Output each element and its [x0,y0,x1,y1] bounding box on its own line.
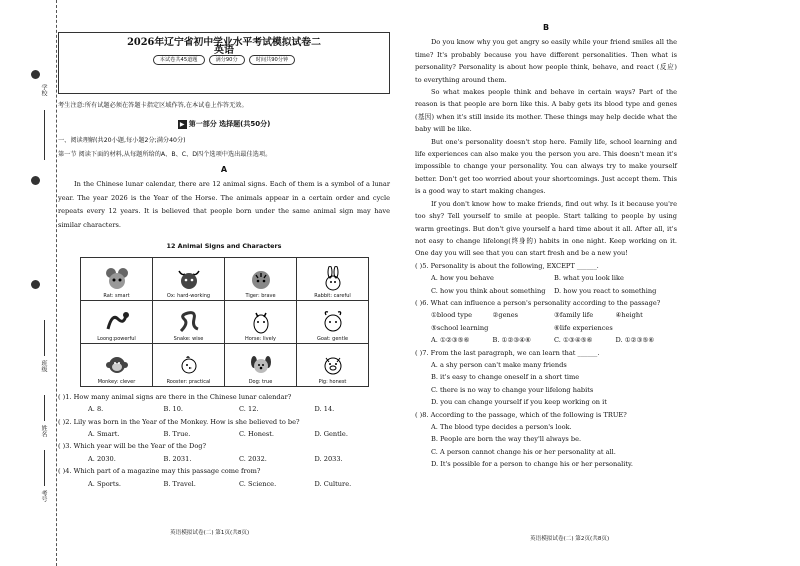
question-text: ( )2. Lily was born in the Year of the Monkey. How is she believed to be? [58,417,300,426]
passage-a-label: A [220,164,228,174]
page-footer-left: 英语模拟试卷(二) 第1页(共8页) [170,530,250,536]
passage-a-text: In the Chinese lunar calendar, there are 12 animal signs. Each of them is a symbol of a lunar year. The year 2026 is the Year of the Horse. The animals appear in a certain order and cycle repeats every 12 years. It is believed that people born under the same animal sign may have similar characters. [58,180,390,229]
item: ⑤school learning [431,323,489,332]
animal-label: Pig: honest [318,378,347,385]
left-page [58,18,390,490]
question-3 [58,440,390,465]
binding-strip [0,0,57,566]
animal-label: Rabbit: careful [314,292,351,299]
exam-title: 2026年辽宁省初中学业水平考试模拟试卷二 [127,37,321,48]
binding-hole [31,280,40,289]
animal-label: Rooster: practical [166,378,211,385]
option: A. Smart. [88,430,120,439]
option: D. It's possible for a person to change his or her personality. [431,460,633,469]
option: B. ①②③④⑥ [492,336,532,345]
option: B. People are born the way they'll always be. [431,435,582,444]
animal-cell [225,257,297,300]
option: D. how you react to something [554,286,657,295]
animal-cell [81,343,153,386]
fill-line [44,320,45,356]
question-text: ( )8. According to the passage, which of the following is TRUE? [415,410,627,419]
goat-icon [320,309,346,335]
option: D. you can change yourself if you keep working on it [431,398,607,407]
question-items [415,322,677,334]
question-list [58,391,390,490]
part-marker-icon: ▶ [178,120,187,129]
option: B. 2031. [163,454,192,463]
animal-cell [225,300,297,343]
question-options [415,272,677,297]
option: A. how you behave [431,274,494,283]
option: A. a shy person can't make many friends [431,360,567,369]
option: C. A person cannot change his or her personality at all. [431,447,616,456]
horse-icon [248,309,274,335]
question-items [415,309,677,321]
rat-icon [104,266,130,292]
option: C. Science. [239,479,277,488]
animal-cell [297,343,369,386]
binding-label-class: 班级 [40,360,47,372]
item: ⑥life experiences [554,323,613,332]
binding-hole [31,70,40,79]
fill-line [44,395,45,421]
animal-cell [153,257,225,300]
binding-hole [31,176,40,185]
option: C. there is no way to change your lifelong habits [431,385,594,394]
page-footer-right: 英语模拟试卷(二) 第2页(共8页) [530,536,610,542]
item: ④height [615,311,643,320]
dog-icon [248,352,274,378]
fill-line [44,450,45,486]
passage-b-paragraph: Do you know why you get angry so easily while your friend smiles all the time? It's probably because you have different personalities. Then what is personality? Personality is about how people think, behave, and react (反应) to everything around them. [415,38,677,84]
question-options [415,421,677,471]
animal-label: Rat: smart [103,292,130,299]
tiger-icon [248,266,274,292]
question-text: ( )3. Which year will be the Year of the Dog? [58,442,207,451]
binding-label-name: 姓名 [40,425,47,437]
option: B. Travel. [163,479,196,488]
passage-b-paragraph: But one's personality doesn't stop here. Family life, school learning and life experiences can also make you the person you are. This doesn't mean it's impossible to change your personality. You can always try to make yourself better. Don't get too worried about your shortcomings. Just accept them. This is a good way to start making changes. [415,137,677,196]
option: C. how you think about something [431,286,546,295]
option: D. 2033. [314,454,343,463]
option: C. 2032. [239,454,267,463]
question-text: ( )5. Personality is about the following, EXCEPT ______. [415,261,599,270]
subject-title: 英语 [214,45,234,56]
animal-cell [81,300,153,343]
question-8 [415,409,677,471]
part-label: 第一部分 选择题(共50分) [188,120,271,129]
notice: 考生注意:所有试题必须在答题卡指定区域作答,在本试卷上作答无效。 [58,102,248,109]
question-7 [415,347,677,409]
question-options [58,428,390,440]
option: B. True. [163,430,191,439]
option: A. Sports. [88,479,121,488]
meta-time: 时间共90分钟 [249,55,296,65]
question-text: ( )7. From the last paragraph, we can learn that ______. [415,348,600,357]
question-2 [58,416,390,441]
animal-label: Monkey: clever [97,378,136,385]
question-text: ( )4. Which part of a magazine may this passage come from? [58,467,261,476]
option: B. it's easy to change oneself in a short time [431,373,580,382]
animal-cell [153,343,225,386]
question-4 [58,465,390,490]
animal-table [80,257,369,387]
option: C. Honest. [239,430,275,439]
animal-cell [81,257,153,300]
passage-b-paragraph: If you don't know how to make friends, find out why. Is it because you're too shy? Tell yourself to smile at people. Start talking to people by using warm greetings. But don't give yourself a hard time about it all. After all, it's not easy to change lifelong(终身的) habits in one night. Keep working on it. One day you will see that you can start fresh and be a new you! [415,199,677,258]
binding-label-id: 考号 [40,490,47,502]
option: C. ①③④⑤⑥ [554,336,593,345]
question-options [415,334,677,346]
option: B. 10. [163,405,184,414]
animal-cell [297,257,369,300]
animal-label: Snake: wise [173,335,204,342]
question-5 [415,260,677,297]
question-1 [58,391,390,416]
option: D. ①②③⑤⑥ [615,336,655,345]
passage-b-label: B [542,23,550,32]
option: D. 14. [314,405,335,414]
option: A. ①②③⑤⑥ [431,336,470,345]
animal-cell [297,300,369,343]
meta-questions: 本试卷共45道题 [153,55,205,65]
option: A. 2030. [88,454,116,463]
fill-line [44,110,45,160]
animal-label: Ox: hard-working [166,292,211,299]
pig-icon [320,352,346,378]
option: A. The blood type decides a person's look. [431,423,572,431]
animal-label: Horse: lively [245,335,276,342]
monkey-icon [104,352,130,378]
section-instruction: 第一节 阅读下面的材料,从每题所给的A、B、C、D四个选项中选出最佳选项。 [58,151,272,159]
question-text: ( )6. What can influence a person's personality according to the passage? [415,298,661,307]
option: D. Culture. [314,479,352,488]
part-heading [58,118,390,130]
right-page [415,20,677,471]
question-options [58,453,390,465]
ox-icon [176,266,202,292]
loong-icon [104,309,130,335]
table-title: 12 Animal Signs and Characters [166,242,282,251]
question-6 [415,297,677,347]
option: D. Gentle. [314,430,348,439]
meta-score: 满分90分 [209,55,245,65]
question-options [415,359,677,409]
animal-label: Tiger: brave [245,292,276,299]
snake-icon [176,309,202,335]
binding-label-school: 学校 [40,84,47,96]
option: A. 8. [88,405,104,414]
question-options [58,403,390,415]
rabbit-icon [320,266,346,292]
option: B. what you look like [554,274,624,283]
item: ③family life [554,311,594,320]
option: C. 12. [239,405,259,414]
question-options [58,478,390,490]
animal-label: Loong:powerful [97,335,136,342]
item: ②genes [492,311,519,320]
section-heading: 一、阅读理解(共20小题,每小题2分;满分40分) [58,136,186,144]
animal-cell [153,300,225,343]
item: ①blood type [431,311,472,320]
rooster-icon [176,352,202,378]
animal-cell [225,343,297,386]
animal-label: Dog: true [248,378,273,385]
title-box [58,32,390,94]
passage-b-paragraph: So what makes people think and behave in certain ways? Part of the reason is that people are born like this. A baby gets its blood type and genes (基因) when it's still inside its mother. These things may help decide what the baby will be like. [415,88,677,134]
question-text: ( )1. How many animal signs are there in the Chinese lunar calendar? [58,392,292,401]
animal-label: Goat: gentle [316,335,349,342]
